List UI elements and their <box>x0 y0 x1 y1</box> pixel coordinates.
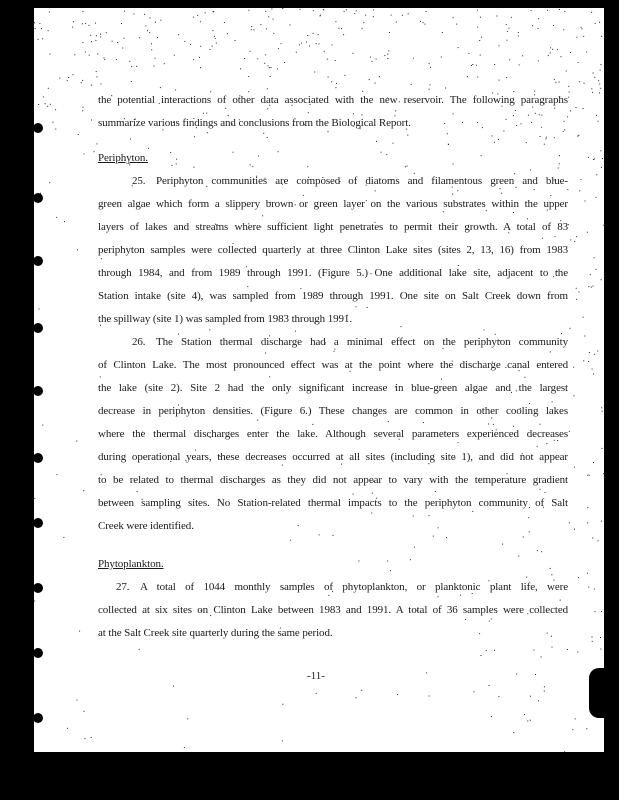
paragraph-25-text-1: Periphyton communities are composed of diatoms and filamentous green and blue- <box>156 175 568 187</box>
paragraph-26-line-1 <box>98 336 568 348</box>
paragraph-25-line-5: through 1984, and from 1989 through 1991. (Figure 5.) One additional lake site, adjacent to the <box>98 267 568 279</box>
paragraph-number: 26. <box>132 336 146 348</box>
paragraph-number: 27. <box>116 581 130 593</box>
paragraph-26-line-7: to be related to thermal discharges as they did not appear to vary with the temperature gradient <box>98 474 568 486</box>
scan-edge-shadow <box>589 668 604 718</box>
paragraph-27-line-1 <box>98 581 568 593</box>
paragraph-26-line-3: the lake (site 2). Site 2 had the only significant increase in blue-green algae and the largest <box>98 382 568 394</box>
paragraph-26-line-6: during operational years, these decreases occurred at all sites (including site 1), and did not appear <box>98 451 568 463</box>
page-number: -11- <box>307 670 325 682</box>
paragraph-25-line-4: periphyton samples were collected quarterly at three Clinton Lake sites (sites 2, 13, 16) from 1983 <box>98 244 568 256</box>
paragraph-26-line-2: of Clinton Lake. The most pronounced effect was at the point where the discharge canal entered <box>98 359 568 371</box>
section-heading-phytoplankton: Phytoplankton. <box>98 558 164 570</box>
paragraph-26-line-9: Creek were identified. <box>98 520 194 532</box>
section-heading-periphyton: Periphyton. <box>98 152 148 164</box>
paragraph-25-line-1 <box>98 175 568 187</box>
paragraph-26-text-1: The Station thermal discharge had a minimal effect on the periphyton community <box>156 336 568 348</box>
paragraph-25-line-7: the spillway (site 1) was sampled from 1983 through 1991. <box>98 313 352 325</box>
paragraph-25-line-2: green algae which form a slippery brown or green layer on the various substrates within the upper <box>98 198 568 210</box>
paragraph-25-line-3: layers of lakes and streams where sufficient light penetrates to permit their growth. A total of 83 <box>98 221 568 233</box>
paragraph-number: 25. <box>132 175 146 187</box>
paragraph-27-text-1: A total of 1044 monthly samples of phytoplankton, or planktonic plant life, were <box>140 581 568 593</box>
intro-line-2: summarize various findings and conclusions from the Biological Report. <box>98 117 411 129</box>
paragraph-25-line-6: Station intake (site 4), was sampled from 1989 through 1991. One site on Salt Creek down from <box>98 290 568 302</box>
paragraph-26-line-4: decrease in periphyton densities. (Figure 6.) These changes are common in other cooling lakes <box>98 405 568 417</box>
document-paper <box>34 8 604 752</box>
intro-line-1: the potential interactions of other data associated with the new reservoir. The following paragraphs <box>98 94 568 106</box>
paragraph-26-line-8: between sampling sites. No Station-related thermal impacts to the periphyton community of Salt <box>98 497 568 509</box>
paragraph-27-line-2: collected at six sites on Clinton Lake between 1983 and 1991. A total of 36 samples were collected <box>98 604 568 616</box>
paragraph-26-line-5: where the thermal discharges enter the lake. Although several parameters experienced decreases <box>98 428 568 440</box>
paragraph-27-line-3: at the Salt Creek site quarterly during the same period. <box>98 627 333 639</box>
